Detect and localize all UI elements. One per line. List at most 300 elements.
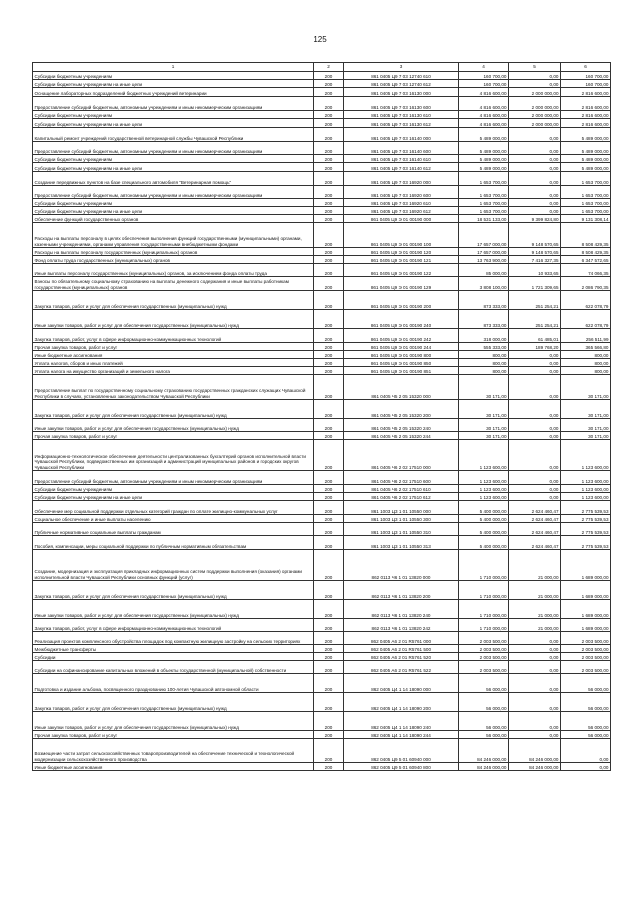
row-grbs-code: 200 — [314, 155, 344, 163]
row-plan-amount: 30 171,00 — [459, 419, 509, 432]
table-row — [33, 763, 611, 771]
row-classification-code: 861 0405 Ц9 7 03 16140 600 — [344, 142, 459, 155]
row-plan-amount: 1 710 000,00 — [459, 581, 509, 600]
row-plan-amount: 555 333,00 — [459, 343, 509, 351]
table-row — [33, 223, 611, 248]
table-row — [33, 256, 611, 264]
row-grbs-code: 200 — [314, 515, 344, 523]
table-row — [33, 215, 611, 223]
column-number: 6 — [561, 63, 611, 72]
row-plan-amount: 5 400 000,00 — [459, 523, 509, 536]
row-plan-amount: 2 003 500,00 — [459, 645, 509, 653]
table-row — [33, 343, 611, 351]
row-classification-code: 862 0113 Ч6 1 01 13820 240 — [344, 600, 459, 619]
row-grbs-code: 200 — [314, 343, 344, 351]
row-grbs-code: 200 — [314, 400, 344, 419]
row-executed-amount: 0,00 — [509, 419, 561, 432]
row-name: Прочая закупка товаров, работ и услуг — [33, 731, 314, 739]
row-executed-amount: 0,00 — [509, 199, 561, 207]
row-remaining-amount: 2 086 790,35 — [561, 277, 611, 291]
row-grbs-code: 200 — [314, 731, 344, 739]
row-plan-amount: 84 246 000,00 — [459, 763, 509, 771]
row-grbs-code: 200 — [314, 739, 344, 763]
row-grbs-code: 200 — [314, 693, 344, 712]
row-name: Закупка товаров, работ и услуг для обеспечения государственных (муниципальных) нужд — [33, 291, 314, 310]
row-remaining-amount: 2 816 600,00 — [561, 111, 611, 119]
row-name: Социальное обеспечение и иные выплаты населению — [33, 515, 314, 523]
row-remaining-amount: 6 347 572,65 — [561, 256, 611, 264]
row-name: Субсидии бюджетным учреждениям — [33, 155, 314, 163]
row-name: Подготовка и издание альбома, посвященного празднованию 100-летия Чувашской автономной области — [33, 674, 314, 693]
row-remaining-amount: 2 816 600,00 — [561, 97, 611, 111]
row-grbs-code: 200 — [314, 142, 344, 155]
row-plan-amount: 800,00 — [459, 359, 509, 367]
row-remaining-amount: 2 816 600,00 — [561, 119, 611, 128]
table-row — [33, 97, 611, 111]
row-grbs-code: 200 — [314, 550, 344, 581]
row-grbs-code: 200 — [314, 291, 344, 310]
row-executed-amount: 2 624 460,47 — [509, 515, 561, 523]
row-name: Предоставление выплат по государственному социальному страхованию государственных гражданских служащих Чувашской Республики в случаях, установленных законодательством Чувашской Республики — [33, 375, 314, 400]
table-row — [33, 661, 611, 674]
row-executed-amount: 2 000 000,00 — [509, 111, 561, 119]
row-name: Иные закупки товаров, работ и услуг для обеспечения государственных (муниципальных) нужд — [33, 419, 314, 432]
row-name: Субсидии бюджетным учреждениям на иные цели — [33, 163, 314, 172]
row-grbs-code: 200 — [314, 329, 344, 343]
row-remaining-amount: 5 489 000,00 — [561, 128, 611, 142]
row-grbs-code: 200 — [314, 310, 344, 329]
row-grbs-code: 200 — [314, 172, 344, 186]
row-remaining-amount: 1 653 700,00 — [561, 199, 611, 207]
table-row — [33, 186, 611, 199]
row-plan-amount: 160 700,00 — [459, 80, 509, 88]
table-row — [33, 88, 611, 97]
row-plan-amount: 85 000,00 — [459, 264, 509, 277]
row-classification-code: 861 0405 Ц9 Э 01 00190 129 — [344, 277, 459, 291]
row-plan-amount: 17 657 000,00 — [459, 248, 509, 256]
row-plan-amount: 1 653 700,00 — [459, 199, 509, 207]
row-remaining-amount: 622 078,79 — [561, 291, 611, 310]
row-classification-code: 861 0405 Ц9 7 03 16130 610 — [344, 111, 459, 119]
table-row — [33, 277, 611, 291]
row-executed-amount: 0,00 — [509, 155, 561, 163]
row-executed-amount: 84 246 000,00 — [509, 763, 561, 771]
row-name: Взносы по обязательному социальному страхованию на выплаты денежного содержания и иные выплаты работникам государственных (муниципальных) органов — [33, 277, 314, 291]
row-name: Закупка товаров, работ и услуг для обеспечения государственных (муниципальных) нужд — [33, 693, 314, 712]
row-classification-code: 861 0405 Ц9 7 03 16130 600 — [344, 97, 459, 111]
row-executed-amount: 0,00 — [509, 645, 561, 653]
row-grbs-code: 200 — [314, 119, 344, 128]
row-classification-code: 862 0405 А6 2 01 R5761 522 — [344, 661, 459, 674]
row-remaining-amount: 2 775 539,53 — [561, 523, 611, 536]
row-plan-amount: 1 653 700,00 — [459, 186, 509, 199]
row-plan-amount: 30 171,00 — [459, 432, 509, 440]
row-classification-code: 862 0113 Ч6 1 01 13820 200 — [344, 581, 459, 600]
row-name: Пособия, компенсации, меры социальной поддержки по публичным нормативным обязательствам — [33, 536, 314, 550]
row-name: Иные бюджетные ассигнования — [33, 351, 314, 359]
table-row — [33, 199, 611, 207]
row-remaining-amount: 56 000,00 — [561, 674, 611, 693]
row-remaining-amount: 256 511,99 — [561, 329, 611, 343]
row-plan-amount: 30 171,00 — [459, 375, 509, 400]
row-plan-amount: 5 400 000,00 — [459, 536, 509, 550]
table-row — [33, 80, 611, 88]
row-remaining-amount: 365 566,80 — [561, 343, 611, 351]
row-classification-code: 861 1003 Ц3 1 01 10550 310 — [344, 523, 459, 536]
row-grbs-code: 200 — [314, 367, 344, 375]
table-row — [33, 248, 611, 256]
row-remaining-amount: 2 003 500,00 — [561, 645, 611, 653]
table-row — [33, 375, 611, 400]
row-name: Иные закупки товаров, работ и услуг для обеспечения государственных (муниципальных) нужд — [33, 712, 314, 731]
row-executed-amount: 21 000,00 — [509, 600, 561, 619]
row-plan-amount: 1 123 600,00 — [459, 485, 509, 493]
row-executed-amount: 0,00 — [509, 712, 561, 731]
row-executed-amount: 0,00 — [509, 163, 561, 172]
row-plan-amount: 17 657 000,00 — [459, 223, 509, 248]
table-row — [33, 523, 611, 536]
row-remaining-amount: 8 508 429,35 — [561, 248, 611, 256]
row-classification-code: 861 0405 Ц9 Э 01 00190 100 — [344, 223, 459, 248]
row-classification-code: 861 0405 Ч5 2 05 15320 200 — [344, 400, 459, 419]
row-name: Предоставление субсидий бюджетным, автономным учреждениям и иным некоммерческим организациям — [33, 186, 314, 199]
row-remaining-amount: 1 653 700,00 — [561, 172, 611, 186]
row-classification-code: 861 0405 Ц9 7 03 16130 612 — [344, 119, 459, 128]
row-plan-amount: 4 816 600,00 — [459, 88, 509, 97]
table-row — [33, 515, 611, 523]
row-grbs-code: 200 — [314, 661, 344, 674]
row-executed-amount: 0,00 — [509, 731, 561, 739]
table-row — [33, 632, 611, 645]
row-name: Прочая закупка товаров, работ и услуг — [33, 432, 314, 440]
row-executed-amount: 7 416 327,35 — [509, 256, 561, 264]
row-remaining-amount: 2 003 500,00 — [561, 653, 611, 661]
table-row — [33, 731, 611, 739]
row-grbs-code: 200 — [314, 72, 344, 80]
row-plan-amount: 4 816 600,00 — [459, 111, 509, 119]
table-row — [33, 432, 611, 440]
row-grbs-code: 200 — [314, 674, 344, 693]
row-remaining-amount: 2 775 539,53 — [561, 536, 611, 550]
row-remaining-amount: 1 653 700,00 — [561, 186, 611, 199]
row-executed-amount: 21 000,00 — [509, 581, 561, 600]
row-classification-code: 861 0405 Ч5 2 05 15320 240 — [344, 419, 459, 432]
row-classification-code: 861 0405 Ц9 7 03 16920 600 — [344, 186, 459, 199]
column-number: 1 — [33, 63, 314, 72]
table-row — [33, 172, 611, 186]
table-row — [33, 329, 611, 343]
row-grbs-code: 200 — [314, 432, 344, 440]
row-remaining-amount: 2 775 539,53 — [561, 515, 611, 523]
row-plan-amount: 1 653 700,00 — [459, 172, 509, 186]
row-executed-amount: 0,00 — [509, 432, 561, 440]
row-grbs-code: 200 — [314, 485, 344, 493]
row-plan-amount: 1 123 600,00 — [459, 440, 509, 471]
row-remaining-amount: 5 489 000,00 — [561, 163, 611, 172]
row-executed-amount: 0,00 — [509, 72, 561, 80]
row-classification-code: 861 0405 Ц9 7 03 12740 610 — [344, 72, 459, 80]
row-grbs-code: 200 — [314, 128, 344, 142]
row-classification-code: 861 0405 Ц9 Э 01 00190 121 — [344, 256, 459, 264]
row-name: Иные выплаты персоналу государственных (муниципальных) органов, за исключением фонда оплаты труда — [33, 264, 314, 277]
row-remaining-amount: 2 003 500,00 — [561, 632, 611, 645]
row-classification-code: 861 0405 Ч5 2 05 15320 244 — [344, 432, 459, 440]
row-name: Предоставление субсидий бюджетным, автономным учреждениям и иным некоммерческим организациям — [33, 97, 314, 111]
row-plan-amount: 873 333,00 — [459, 310, 509, 329]
row-executed-amount: 0,00 — [509, 128, 561, 142]
row-plan-amount: 18 531 133,00 — [459, 215, 509, 223]
row-remaining-amount: 800,00 — [561, 351, 611, 359]
row-plan-amount: 160 700,00 — [459, 72, 509, 80]
row-executed-amount: 0,00 — [509, 661, 561, 674]
row-executed-amount: 84 246 000,00 — [509, 739, 561, 763]
row-remaining-amount: 30 171,00 — [561, 432, 611, 440]
row-plan-amount: 2 003 500,00 — [459, 661, 509, 674]
row-classification-code: 861 0405 Ч5 2 05 15320 000 — [344, 375, 459, 400]
table-row — [33, 400, 611, 419]
row-grbs-code: 200 — [314, 600, 344, 619]
row-name: Информационно-технологическое обеспечение деятельности централизованных бухгалтерий органов исполнительной власти Чувашской Республики, подведомственных им организаций и администраций муниципальных районов и городских округов Чувашской Республики — [33, 440, 314, 471]
table-row — [33, 310, 611, 329]
row-remaining-amount: 56 000,00 — [561, 731, 611, 739]
row-classification-code: 861 0405 Ч6 2 02 17510 612 — [344, 493, 459, 501]
row-plan-amount: 5 489 000,00 — [459, 163, 509, 172]
row-classification-code: 861 0405 Ц9 7 03 16920 612 — [344, 207, 459, 215]
row-grbs-code: 200 — [314, 186, 344, 199]
table-row — [33, 674, 611, 693]
row-executed-amount: 189 768,20 — [509, 343, 561, 351]
row-classification-code: 862 0405 Ц4 1 14 18090 240 — [344, 712, 459, 731]
row-classification-code: 861 0405 Ц9 Э 01 00190 851 — [344, 367, 459, 375]
row-classification-code: 861 0405 Ц9 Э 01 00190 244 — [344, 343, 459, 351]
row-remaining-amount: 1 123 600,00 — [561, 493, 611, 501]
row-executed-amount: 251 254,21 — [509, 291, 561, 310]
row-name: Субсидии на софинансирование капитальных вложений в объекты государственной (муниципальной) собственности — [33, 661, 314, 674]
row-plan-amount: 1 123 600,00 — [459, 493, 509, 501]
row-name: Возмещение части затрат сельскохозяйственных товаропроизводителей на обеспечение технической и технологической модернизации сельскохозяйственного производства — [33, 739, 314, 763]
table-row — [33, 359, 611, 367]
row-executed-amount: 0,00 — [509, 367, 561, 375]
row-plan-amount: 318 000,00 — [459, 329, 509, 343]
row-executed-amount: 0,00 — [509, 80, 561, 88]
row-remaining-amount: 1 123 600,00 — [561, 440, 611, 471]
row-classification-code: 862 0405 Ц4 1 14 18090 244 — [344, 731, 459, 739]
row-classification-code: 861 1003 Ц3 1 01 10550 313 — [344, 536, 459, 550]
row-executed-amount: 21 000,00 — [509, 550, 561, 581]
row-plan-amount: 5 489 000,00 — [459, 128, 509, 142]
row-remaining-amount: 56 000,00 — [561, 712, 611, 731]
row-grbs-code: 200 — [314, 111, 344, 119]
table-row — [33, 712, 611, 731]
row-classification-code: 861 0405 Ц9 Э 01 00190 242 — [344, 329, 459, 343]
row-name: Субсидии бюджетным учреждениям на иные цели — [33, 207, 314, 215]
row-plan-amount: 800,00 — [459, 351, 509, 359]
row-name: Закупка товаров, работ, услуг в сфере информационно-коммуникационных технологий — [33, 619, 314, 632]
row-grbs-code: 200 — [314, 375, 344, 400]
row-name: Публичные нормативные социальные выплаты гражданам — [33, 523, 314, 536]
row-classification-code: 861 0405 Ц9 Э 01 00190 800 — [344, 351, 459, 359]
row-plan-amount: 5 400 000,00 — [459, 515, 509, 523]
row-classification-code: 861 0405 Ц9 7 03 16140 612 — [344, 163, 459, 172]
row-plan-amount: 5 489 000,00 — [459, 142, 509, 155]
row-name: Прочая закупка товаров, работ и услуг — [33, 343, 314, 351]
row-classification-code: 861 0405 Ч6 2 02 17510 610 — [344, 485, 459, 493]
row-executed-amount: 9 148 570,65 — [509, 248, 561, 256]
row-name: Субсидии бюджетным учреждениям — [33, 72, 314, 80]
row-grbs-code: 200 — [314, 471, 344, 485]
row-remaining-amount: 1 689 000,00 — [561, 600, 611, 619]
row-remaining-amount: 30 171,00 — [561, 419, 611, 432]
row-grbs-code: 200 — [314, 653, 344, 661]
row-plan-amount: 13 763 900,00 — [459, 256, 509, 264]
table-row — [33, 264, 611, 277]
row-name: Предоставление субсидий бюджетным, автономным учреждениям и иным некоммерческим организациям — [33, 142, 314, 155]
row-remaining-amount: 2 816 600,00 — [561, 88, 611, 97]
row-grbs-code: 200 — [314, 351, 344, 359]
row-name: Иные бюджетные ассигнования — [33, 763, 314, 771]
row-executed-amount: 0,00 — [509, 440, 561, 471]
table-row — [33, 645, 611, 653]
row-name: Субсидии бюджетным учреждениям — [33, 199, 314, 207]
row-name: Межбюджетные трансферты — [33, 645, 314, 653]
table-row — [33, 581, 611, 600]
row-classification-code: 861 0405 Ц9 7 03 16140 610 — [344, 155, 459, 163]
row-executed-amount: 2 000 000,00 — [509, 119, 561, 128]
row-plan-amount: 2 003 500,00 — [459, 653, 509, 661]
row-executed-amount: 0,00 — [509, 359, 561, 367]
row-name: Субсидии — [33, 653, 314, 661]
row-plan-amount: 56 000,00 — [459, 731, 509, 739]
row-plan-amount: 1 710 000,00 — [459, 619, 509, 632]
row-classification-code: 861 0405 Ц9 7 03 16920 610 — [344, 199, 459, 207]
row-remaining-amount: 74 066,35 — [561, 264, 611, 277]
row-plan-amount: 56 000,00 — [459, 712, 509, 731]
table-row — [33, 419, 611, 432]
row-name: Создание передвижных пунктов на базе специального автомобиля "Ветеринарная помощь" — [33, 172, 314, 186]
table-row — [33, 471, 611, 485]
column-number: 2 — [314, 63, 344, 72]
row-remaining-amount: 8 508 429,35 — [561, 223, 611, 248]
row-grbs-code: 200 — [314, 80, 344, 88]
row-classification-code: 861 0405 Ц9 Э 01 00190 120 — [344, 248, 459, 256]
row-grbs-code: 200 — [314, 359, 344, 367]
row-name: Субсидии бюджетным учреждениям на иные цели — [33, 119, 314, 128]
row-plan-amount: 56 000,00 — [459, 674, 509, 693]
row-executed-amount: 0,00 — [509, 674, 561, 693]
row-executed-amount: 0,00 — [509, 207, 561, 215]
row-classification-code: 862 0113 Ч6 1 01 13820 000 — [344, 550, 459, 581]
row-executed-amount: 0,00 — [509, 351, 561, 359]
row-executed-amount: 10 933,65 — [509, 264, 561, 277]
row-remaining-amount: 622 078,79 — [561, 310, 611, 329]
row-grbs-code: 200 — [314, 256, 344, 264]
row-name: Субсидии бюджетным учреждениям — [33, 485, 314, 493]
row-name: Расходы на выплаты персоналу в целях обеспечения выполнения функций государственными (муниципальными) органами, казенными учреждениями, органами управления государственными внебюджетными фондами — [33, 223, 314, 248]
row-grbs-code: 200 — [314, 199, 344, 207]
row-plan-amount: 873 333,00 — [459, 291, 509, 310]
row-remaining-amount: 30 171,00 — [561, 400, 611, 419]
row-plan-amount: 1 653 700,00 — [459, 207, 509, 215]
budget-table — [32, 62, 611, 771]
row-remaining-amount: 30 171,00 — [561, 375, 611, 400]
row-classification-code: 861 0405 Ц9 7 03 16130 000 — [344, 88, 459, 97]
budget-table-body — [33, 63, 611, 771]
row-name: Реализация проектов комплексного обустройства площадок под компактную жилищную застройку на сельских территориях — [33, 632, 314, 645]
table-row — [33, 128, 611, 142]
row-remaining-amount: 160 700,00 — [561, 80, 611, 88]
row-classification-code: 861 0405 Ч6 2 02 17510 000 — [344, 440, 459, 471]
row-name: Иные закупки товаров, работ и услуг для обеспечения государственных (муниципальных) нужд — [33, 310, 314, 329]
row-executed-amount: 2 000 000,00 — [509, 88, 561, 97]
row-name: Обеспечение функций государственных органов — [33, 215, 314, 223]
row-executed-amount: 2 624 460,47 — [509, 523, 561, 536]
table-row — [33, 155, 611, 163]
row-executed-amount: 9 148 570,65 — [509, 223, 561, 248]
table-row — [33, 536, 611, 550]
row-executed-amount: 251 254,21 — [509, 310, 561, 329]
row-plan-amount: 4 816 600,00 — [459, 97, 509, 111]
row-classification-code: 861 0405 Ц9 7 03 12740 612 — [344, 80, 459, 88]
row-grbs-code: 200 — [314, 223, 344, 248]
row-executed-amount: 0,00 — [509, 375, 561, 400]
row-classification-code: 862 0405 А6 2 01 R5761 520 — [344, 653, 459, 661]
column-number: 3 — [344, 63, 459, 72]
row-classification-code: 861 1003 Ц3 1 01 10550 000 — [344, 501, 459, 515]
row-classification-code: 862 0405 Ц9 5 01 60940 800 — [344, 763, 459, 771]
table-row — [33, 72, 611, 80]
row-classification-code: 861 0405 Ц9 Э 01 00190 200 — [344, 291, 459, 310]
table-row — [33, 351, 611, 359]
row-executed-amount: 0,00 — [509, 400, 561, 419]
row-grbs-code: 200 — [314, 264, 344, 277]
row-name: Предоставление субсидий бюджетным, автономным учреждениям и иным некоммерческим организациям — [33, 471, 314, 485]
row-plan-amount: 84 246 000,00 — [459, 739, 509, 763]
row-name: Иные закупки товаров, работ и услуг для обеспечения государственных (муниципальных) нужд — [33, 600, 314, 619]
row-executed-amount: 0,00 — [509, 471, 561, 485]
row-plan-amount: 5 489 000,00 — [459, 155, 509, 163]
row-plan-amount: 1 710 000,00 — [459, 600, 509, 619]
table-row — [33, 653, 611, 661]
row-executed-amount: 2 624 460,47 — [509, 501, 561, 515]
table-row — [33, 163, 611, 172]
row-plan-amount: 30 171,00 — [459, 400, 509, 419]
row-executed-amount: 9 399 824,80 — [509, 215, 561, 223]
row-grbs-code: 200 — [314, 619, 344, 632]
row-grbs-code: 200 — [314, 248, 344, 256]
row-name: Фонд оплаты труда государственных (муниципальных) органов — [33, 256, 314, 264]
row-remaining-amount: 56 000,00 — [561, 693, 611, 712]
row-executed-amount: 1 721 309,65 — [509, 277, 561, 291]
row-plan-amount: 56 000,00 — [459, 693, 509, 712]
row-name: Капитальный ремонт учреждений государственной ветеринарной службы Чувашской Республики — [33, 128, 314, 142]
table-row — [33, 600, 611, 619]
table-row — [33, 207, 611, 215]
row-remaining-amount: 1 123 600,00 — [561, 485, 611, 493]
table-row — [33, 493, 611, 501]
row-name: Субсидии бюджетным учреждениям на иные цели — [33, 493, 314, 501]
row-name: Уплата налога на имущество организаций и земельного налога — [33, 367, 314, 375]
row-grbs-code: 200 — [314, 277, 344, 291]
table-row — [33, 501, 611, 515]
row-remaining-amount: 5 489 000,00 — [561, 142, 611, 155]
row-remaining-amount: 160 700,00 — [561, 72, 611, 80]
row-grbs-code: 200 — [314, 645, 344, 653]
row-executed-amount: 21 000,00 — [509, 619, 561, 632]
row-name: Субсидии бюджетным учреждениям на иные цели — [33, 80, 314, 88]
table-row — [33, 119, 611, 128]
column-number: 5 — [509, 63, 561, 72]
row-grbs-code: 200 — [314, 419, 344, 432]
